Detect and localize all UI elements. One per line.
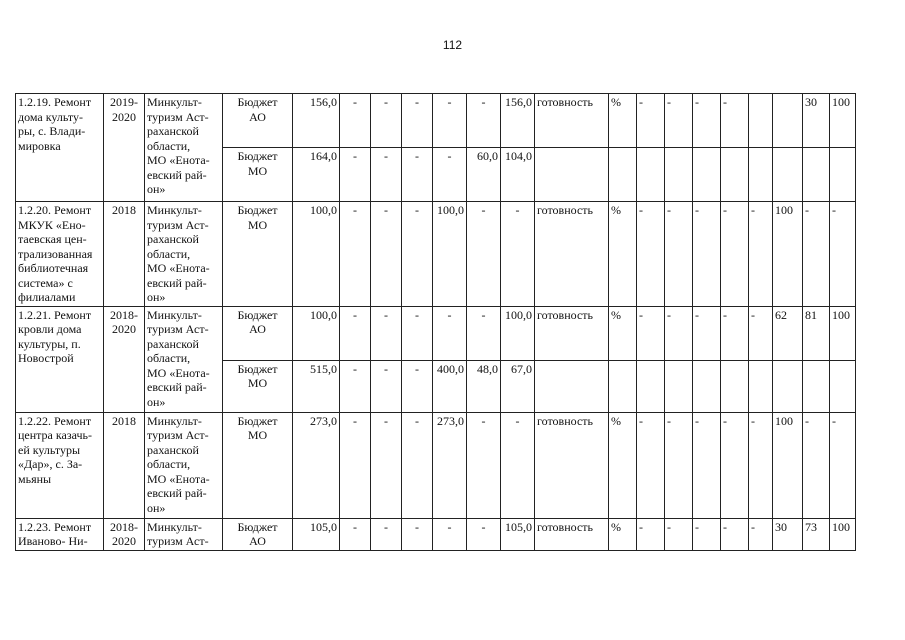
empty-cell — [749, 360, 773, 412]
funding-value-cell: 105,0 — [293, 518, 340, 550]
funding-value-cell: - — [402, 202, 433, 307]
text-line: трализованная — [18, 246, 93, 261]
target-value-cell: - — [803, 202, 830, 307]
page-number: 112 — [442, 38, 463, 52]
funding-value-cell: - — [433, 148, 467, 202]
funding-source-cell — [223, 148, 293, 202]
text-line: 1.2.21. Ремонт — [18, 307, 92, 322]
funding-source-cell — [223, 518, 293, 550]
funding-value-cell: - — [340, 306, 371, 360]
empty-cell — [830, 148, 856, 202]
item-name-cell — [16, 202, 104, 307]
years-cell — [104, 306, 145, 412]
empty-cell — [535, 148, 609, 202]
text-line: области, — [147, 457, 191, 471]
funding-value-cell: - — [371, 148, 402, 202]
item-name-cell — [16, 94, 104, 202]
text-line: 1.2.19. Ремонт — [18, 95, 92, 109]
indicator-cell: готовность — [535, 412, 609, 518]
text-line: Минкульт- — [147, 95, 202, 109]
text-line: библиотечная — [18, 261, 89, 275]
target-value-cell: - — [637, 306, 665, 360]
target-value-cell: - — [749, 518, 773, 550]
target-value-cell: - — [665, 94, 693, 148]
funding-value-cell: - — [340, 360, 371, 412]
years-cell — [104, 202, 145, 307]
target-value-cell: - — [693, 94, 721, 148]
text-line: евский рай- — [147, 486, 207, 500]
target-value-cell: - — [665, 412, 693, 518]
funding-source-cell — [223, 412, 293, 518]
target-value-cell: - — [749, 202, 773, 307]
text-line: Бюджет — [237, 203, 278, 217]
target-value-cell: - — [749, 306, 773, 360]
funding-value-cell: 515,0 — [293, 360, 340, 412]
text-line: 2018 — [112, 413, 136, 428]
text-line: филиалами — [18, 290, 76, 304]
text-line: туризм Аст- — [147, 109, 209, 124]
text-line: области, — [147, 351, 191, 365]
text-line: туризм Аст- — [147, 322, 209, 336]
text-line: мьяны — [18, 471, 52, 486]
empty-cell — [535, 360, 609, 412]
funding-source-cell — [223, 360, 293, 412]
funding-value-cell: - — [467, 518, 501, 550]
text-line: система» с — [18, 275, 73, 290]
text-line: ры, с. Влади- — [18, 124, 86, 138]
text-line: Бюджет — [237, 519, 278, 534]
target-value-cell: - — [803, 412, 830, 518]
empty-cell — [830, 360, 856, 412]
unit-cell: % — [609, 412, 637, 518]
indicator-cell: готовность — [535, 94, 609, 148]
text-line: он» — [147, 394, 166, 409]
text-line: АО — [249, 109, 266, 124]
text-line: АО — [249, 534, 266, 548]
text-line: МО — [247, 163, 268, 178]
item-name-cell — [16, 412, 104, 518]
funding-value-cell: - — [371, 306, 402, 360]
empty-cell — [693, 148, 721, 202]
text-line: МО «Енота- — [147, 365, 210, 380]
unit-cell: % — [609, 306, 637, 360]
text-line: евский рай- — [147, 380, 207, 394]
target-value-cell: - — [721, 202, 749, 307]
executor-cell — [145, 518, 223, 550]
target-value-cell: 81 — [803, 306, 830, 360]
funding-value-cell: - — [371, 94, 402, 148]
text-line: АО — [249, 322, 266, 336]
table-row — [16, 306, 856, 360]
text-line: он» — [147, 290, 166, 304]
text-line: Минкульт- — [147, 307, 202, 322]
text-line: Бюджет — [237, 413, 278, 428]
text-line: дома культу- — [18, 109, 83, 124]
funding-value-cell: 273,0 — [433, 412, 467, 518]
executor-cell — [145, 412, 223, 518]
text-line: Минкульт- — [147, 413, 202, 428]
target-value-cell: - — [637, 412, 665, 518]
unit-cell: % — [609, 94, 637, 148]
years-cell — [104, 94, 145, 202]
funding-value-cell: - — [340, 202, 371, 307]
text-line: 2019- — [110, 95, 138, 109]
funding-value-cell: - — [402, 148, 433, 202]
empty-cell — [773, 148, 803, 202]
text-line: 2020 — [112, 109, 136, 124]
text-line: раханской — [147, 232, 199, 246]
text-line: 1.2.22. Ремонт — [18, 413, 92, 428]
target-value-cell: - — [637, 518, 665, 550]
target-value-cell: 100 — [830, 306, 856, 360]
table-row — [16, 518, 856, 550]
funding-value-cell: 60,0 — [467, 148, 501, 202]
funding-value-cell: - — [402, 518, 433, 550]
target-value-cell — [749, 94, 773, 148]
empty-cell — [693, 360, 721, 412]
target-value-cell: - — [721, 518, 749, 550]
target-value-cell: 73 — [803, 518, 830, 550]
text-line: МО — [247, 428, 268, 442]
table-row — [16, 94, 856, 148]
text-line: Бюджет — [237, 149, 278, 163]
funding-value-cell: 156,0 — [293, 94, 340, 148]
funding-value-cell: 156,0 — [501, 94, 535, 148]
funding-source-cell — [223, 202, 293, 307]
empty-cell — [665, 360, 693, 412]
funding-value-cell: - — [501, 412, 535, 518]
funding-value-cell: - — [340, 94, 371, 148]
target-value-cell: - — [665, 202, 693, 307]
text-line: 1.2.20. Ремонт — [18, 203, 92, 217]
text-line: области, — [147, 246, 191, 261]
years-cell — [104, 412, 145, 518]
funding-value-cell: - — [433, 94, 467, 148]
target-value-cell: 30 — [773, 518, 803, 550]
text-line: МО — [247, 217, 268, 232]
funding-value-cell: - — [371, 412, 402, 518]
text-line: 1.2.23. Ремонт — [18, 519, 92, 534]
funding-value-cell: - — [467, 306, 501, 360]
empty-cell — [803, 148, 830, 202]
empty-cell — [749, 148, 773, 202]
empty-cell — [721, 148, 749, 202]
text-line: евский рай- — [147, 275, 207, 290]
funding-value-cell: 105,0 — [501, 518, 535, 550]
funding-value-cell: - — [433, 306, 467, 360]
text-line: 2020 — [112, 322, 136, 336]
text-line: Минкульт- — [147, 519, 202, 534]
target-value-cell: - — [637, 94, 665, 148]
indicator-cell: готовность — [535, 202, 609, 307]
funding-value-cell: 100,0 — [433, 202, 467, 307]
text-line: таевская цен- — [18, 232, 87, 246]
program-table — [15, 93, 856, 551]
target-value-cell: 100 — [830, 518, 856, 550]
executor-cell — [145, 94, 223, 202]
text-line: раханской — [147, 442, 199, 457]
text-line: МО — [247, 376, 268, 390]
funding-value-cell: 48,0 — [467, 360, 501, 412]
target-value-cell: - — [637, 202, 665, 307]
funding-value-cell: - — [371, 202, 402, 307]
text-line: туризм Аст- — [147, 534, 209, 548]
text-line: центра казачь- — [18, 428, 92, 442]
item-name-cell — [16, 518, 104, 550]
text-line: ей культуры — [18, 442, 81, 457]
target-value-cell: - — [721, 412, 749, 518]
target-value-cell: 100 — [773, 202, 803, 307]
funding-value-cell: 100,0 — [501, 306, 535, 360]
text-line: 2018- — [110, 519, 138, 534]
target-value-cell: 30 — [803, 94, 830, 148]
text-line: МО «Енота- — [147, 153, 210, 167]
text-line: «Дар», с. За- — [18, 457, 83, 471]
funding-value-cell: 273,0 — [293, 412, 340, 518]
empty-cell — [721, 360, 749, 412]
text-line: туризм Аст- — [147, 428, 209, 442]
item-name-cell — [16, 306, 104, 412]
text-line: раханской — [147, 124, 199, 138]
funding-value-cell: - — [340, 412, 371, 518]
funding-source-cell — [223, 306, 293, 360]
funding-value-cell: 100,0 — [293, 306, 340, 360]
funding-value-cell: - — [402, 94, 433, 148]
target-value-cell: - — [693, 518, 721, 550]
target-value-cell: 100 — [773, 412, 803, 518]
target-value-cell: - — [693, 202, 721, 307]
funding-value-cell: - — [501, 202, 535, 307]
target-value-cell: - — [665, 306, 693, 360]
target-value-cell: - — [749, 412, 773, 518]
text-line: 2018 — [112, 203, 136, 217]
text-line: Бюджет — [237, 361, 278, 376]
empty-cell — [637, 148, 665, 202]
funding-value-cell: - — [340, 148, 371, 202]
text-line: Иваново- Ни- — [18, 534, 88, 548]
funding-value-cell: 164,0 — [293, 148, 340, 202]
funding-value-cell: 100,0 — [293, 202, 340, 307]
funding-value-cell: - — [467, 202, 501, 307]
funding-value-cell: - — [467, 412, 501, 518]
funding-value-cell: 104,0 — [501, 148, 535, 202]
funding-value-cell: - — [433, 518, 467, 550]
funding-value-cell: - — [467, 94, 501, 148]
unit-cell: % — [609, 202, 637, 307]
funding-value-cell: 400,0 — [433, 360, 467, 412]
funding-value-cell: - — [340, 518, 371, 550]
text-line: МО «Енота- — [147, 261, 210, 275]
empty-cell — [803, 360, 830, 412]
empty-cell — [637, 360, 665, 412]
text-line: области, — [147, 138, 191, 153]
text-line: 2018- — [110, 307, 138, 322]
executor-cell — [145, 202, 223, 307]
text-line: Новострой — [18, 351, 74, 365]
funding-value-cell: - — [371, 518, 402, 550]
target-value-cell: - — [693, 306, 721, 360]
text-line: мировка — [18, 138, 61, 153]
empty-cell — [773, 360, 803, 412]
years-cell — [104, 518, 145, 550]
text-line: культуры, п. — [18, 336, 81, 351]
text-line: МО «Енота- — [147, 471, 210, 486]
funding-source-cell — [223, 94, 293, 148]
text-line: Минкульт- — [147, 203, 202, 217]
text-line: МКУК «Ено- — [18, 217, 86, 232]
target-value-cell: - — [721, 306, 749, 360]
empty-cell — [609, 360, 637, 412]
funding-value-cell: - — [402, 360, 433, 412]
empty-cell — [609, 148, 637, 202]
indicator-cell: готовность — [535, 518, 609, 550]
text-line: раханской — [147, 336, 199, 351]
table-row — [16, 202, 856, 307]
target-value-cell: 100 — [830, 94, 856, 148]
text-line: туризм Аст- — [147, 217, 209, 232]
text-line: Бюджет — [237, 307, 278, 322]
target-value-cell: - — [830, 202, 856, 307]
funding-value-cell: - — [402, 306, 433, 360]
text-line: 2020 — [112, 534, 136, 548]
target-value-cell: 62 — [773, 306, 803, 360]
funding-value-cell: 67,0 — [501, 360, 535, 412]
table-row — [16, 412, 856, 518]
unit-cell: % — [609, 518, 637, 550]
target-value-cell: - — [830, 412, 856, 518]
target-value-cell: - — [693, 412, 721, 518]
empty-cell — [665, 148, 693, 202]
text-line: евский рай- — [147, 167, 207, 182]
funding-value-cell: - — [371, 360, 402, 412]
indicator-cell: готовность — [535, 306, 609, 360]
target-value-cell: - — [665, 518, 693, 550]
text-line: он» — [147, 182, 166, 196]
target-value-cell — [773, 94, 803, 148]
text-line: кровли дома — [18, 322, 82, 336]
text-line: Бюджет — [237, 95, 278, 109]
text-line: он» — [147, 500, 166, 515]
target-value-cell: - — [721, 94, 749, 148]
executor-cell — [145, 306, 223, 412]
funding-value-cell: - — [402, 412, 433, 518]
